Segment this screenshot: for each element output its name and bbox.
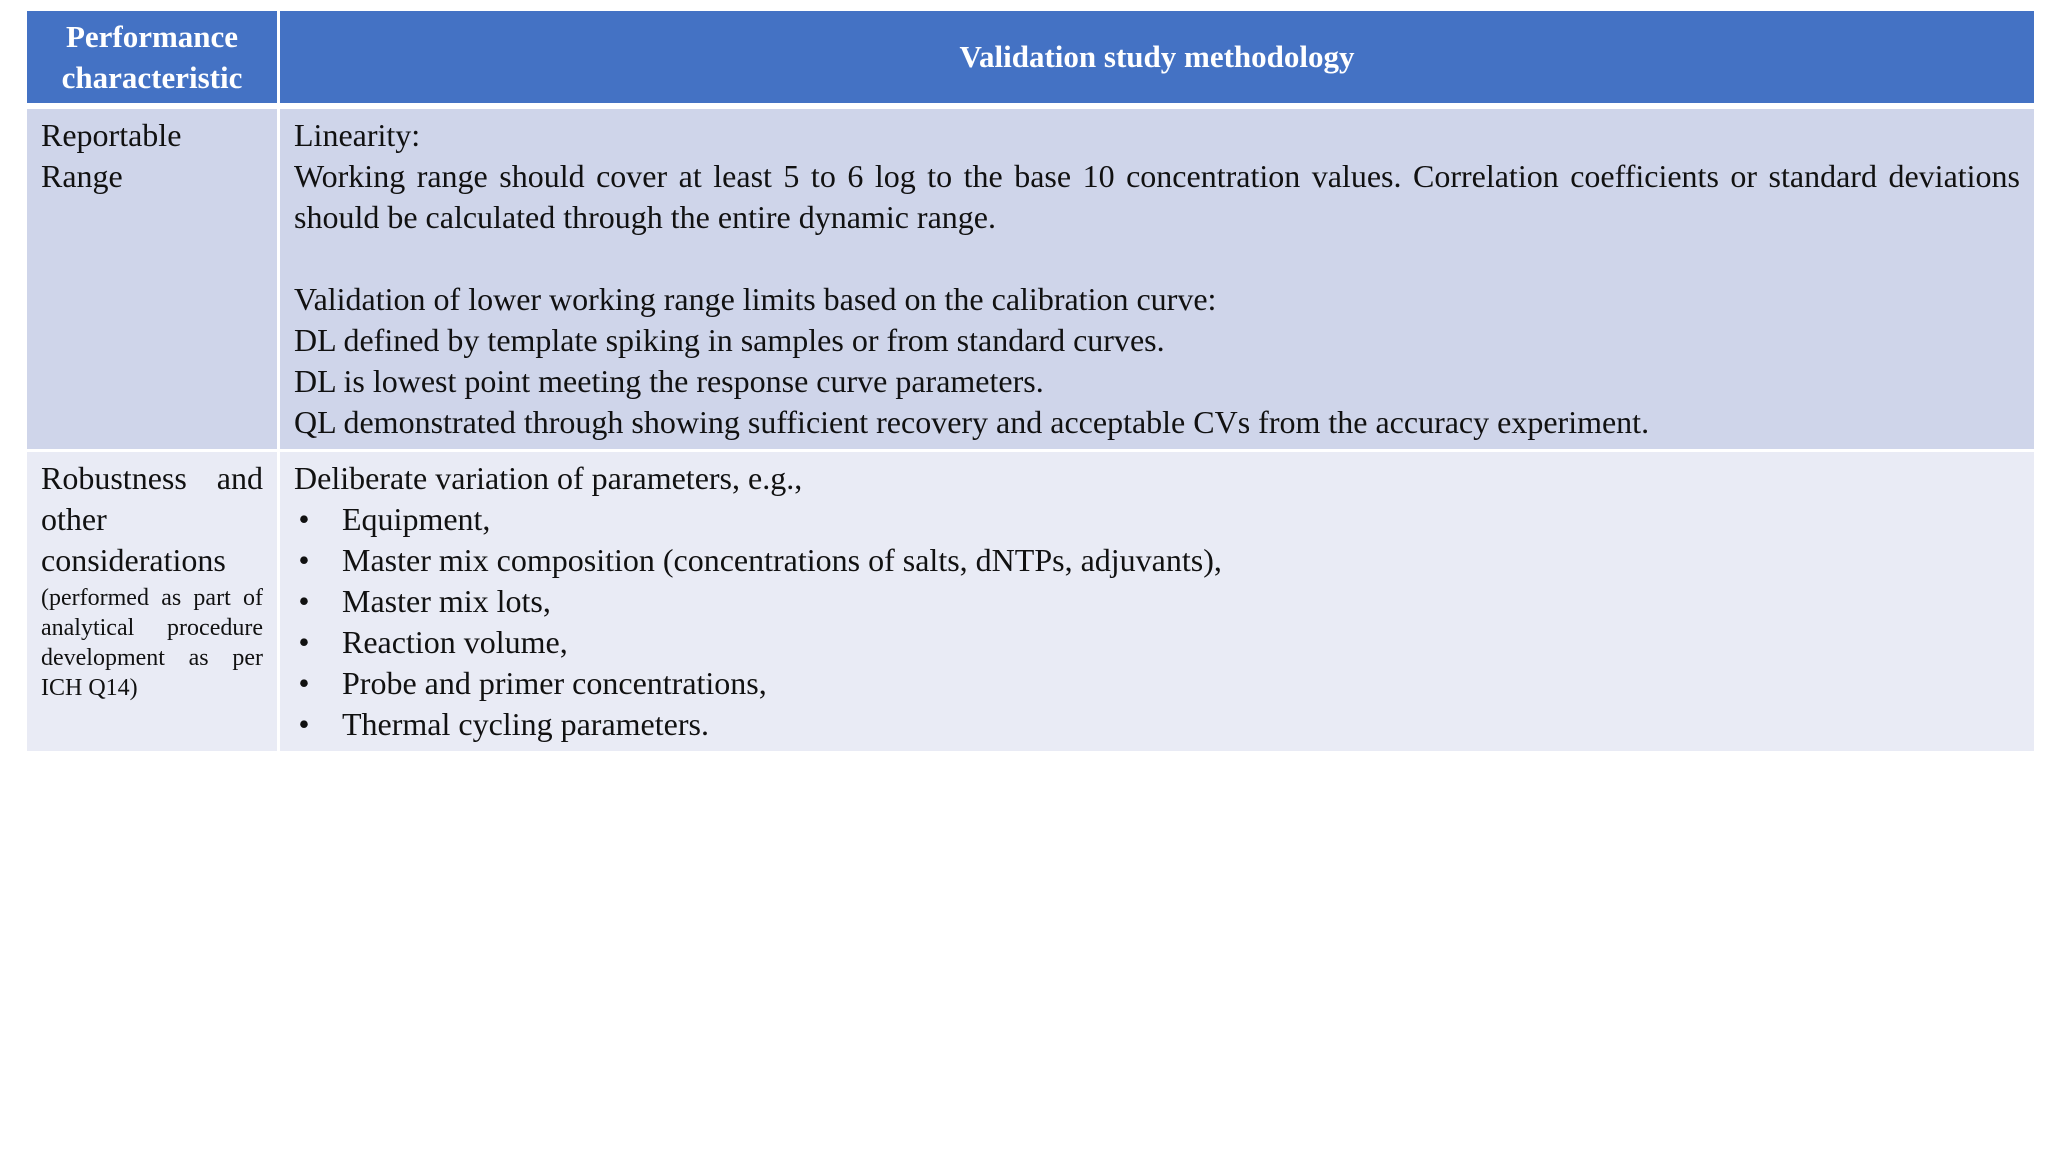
bullet-icon: • [298,664,310,701]
paragraph-gap [294,238,2020,279]
parameter-list [294,499,2020,745]
robustness-label: Robustness and other considerations [41,459,263,578]
dl-definition-line: DL defined by template spiking in samples or from standard curves. [294,321,1165,358]
list-item [294,499,2020,540]
table-row-robustness [26,450,2036,752]
linearity-text: Working range should cover at least 5 to 6 log to the base 10 concentration values. Correlation coefficients or standard deviations should be calculated through the entire dynamic range. [294,157,2020,235]
header-row [26,10,2036,106]
list-item-text: Probe and primer concentrations, [342,664,767,701]
list-item [294,663,2020,704]
reportable-range-label: Reportable Range [41,116,182,194]
bullet-icon: • [298,541,310,578]
dl-lowest-point-line: DL is lowest point meeting the response curve parameters. [294,362,1044,399]
reportable-range-methodology-cell [279,106,2036,451]
robustness-characteristic-cell [26,450,279,752]
bullet-icon: • [298,500,310,537]
list-item [294,581,2020,622]
list-item [294,540,2020,581]
robustness-note: (performed as part of analytical procedure development as per ICH Q14) [41,584,263,701]
table-row-reportable-range [26,106,2036,451]
lower-limits-heading: Validation of lower working range limits based on the calibration curve: [294,280,1217,317]
validation-table [24,8,2037,754]
bullet-icon: • [298,623,310,660]
list-item-text: Thermal cycling parameters. [342,705,709,742]
robustness-intro: Deliberate variation of parameters, e.g., [294,459,803,496]
ql-demonstration-line: QL demonstrated through showing sufficient recovery and acceptable CVs from the accuracy experiment. [294,403,1650,440]
bullet-icon: • [298,705,310,742]
list-item [294,622,2020,663]
reportable-range-characteristic-cell [26,106,279,451]
list-item [294,704,2020,745]
linearity-heading: Linearity: [294,116,421,153]
list-item-text: Equipment, [342,500,491,537]
list-item-text: Master mix composition (concentrations of salts, dNTPs, adjuvants), [342,541,1222,578]
list-item-text: Reaction volume, [342,623,568,660]
bullet-icon: • [298,582,310,619]
header-validation-methodology: Validation study methodology [279,10,2036,106]
robustness-methodology-cell [279,450,2036,752]
header-performance-characteristic: Performance characteristic [26,10,279,106]
list-item-text: Master mix lots, [342,582,551,619]
